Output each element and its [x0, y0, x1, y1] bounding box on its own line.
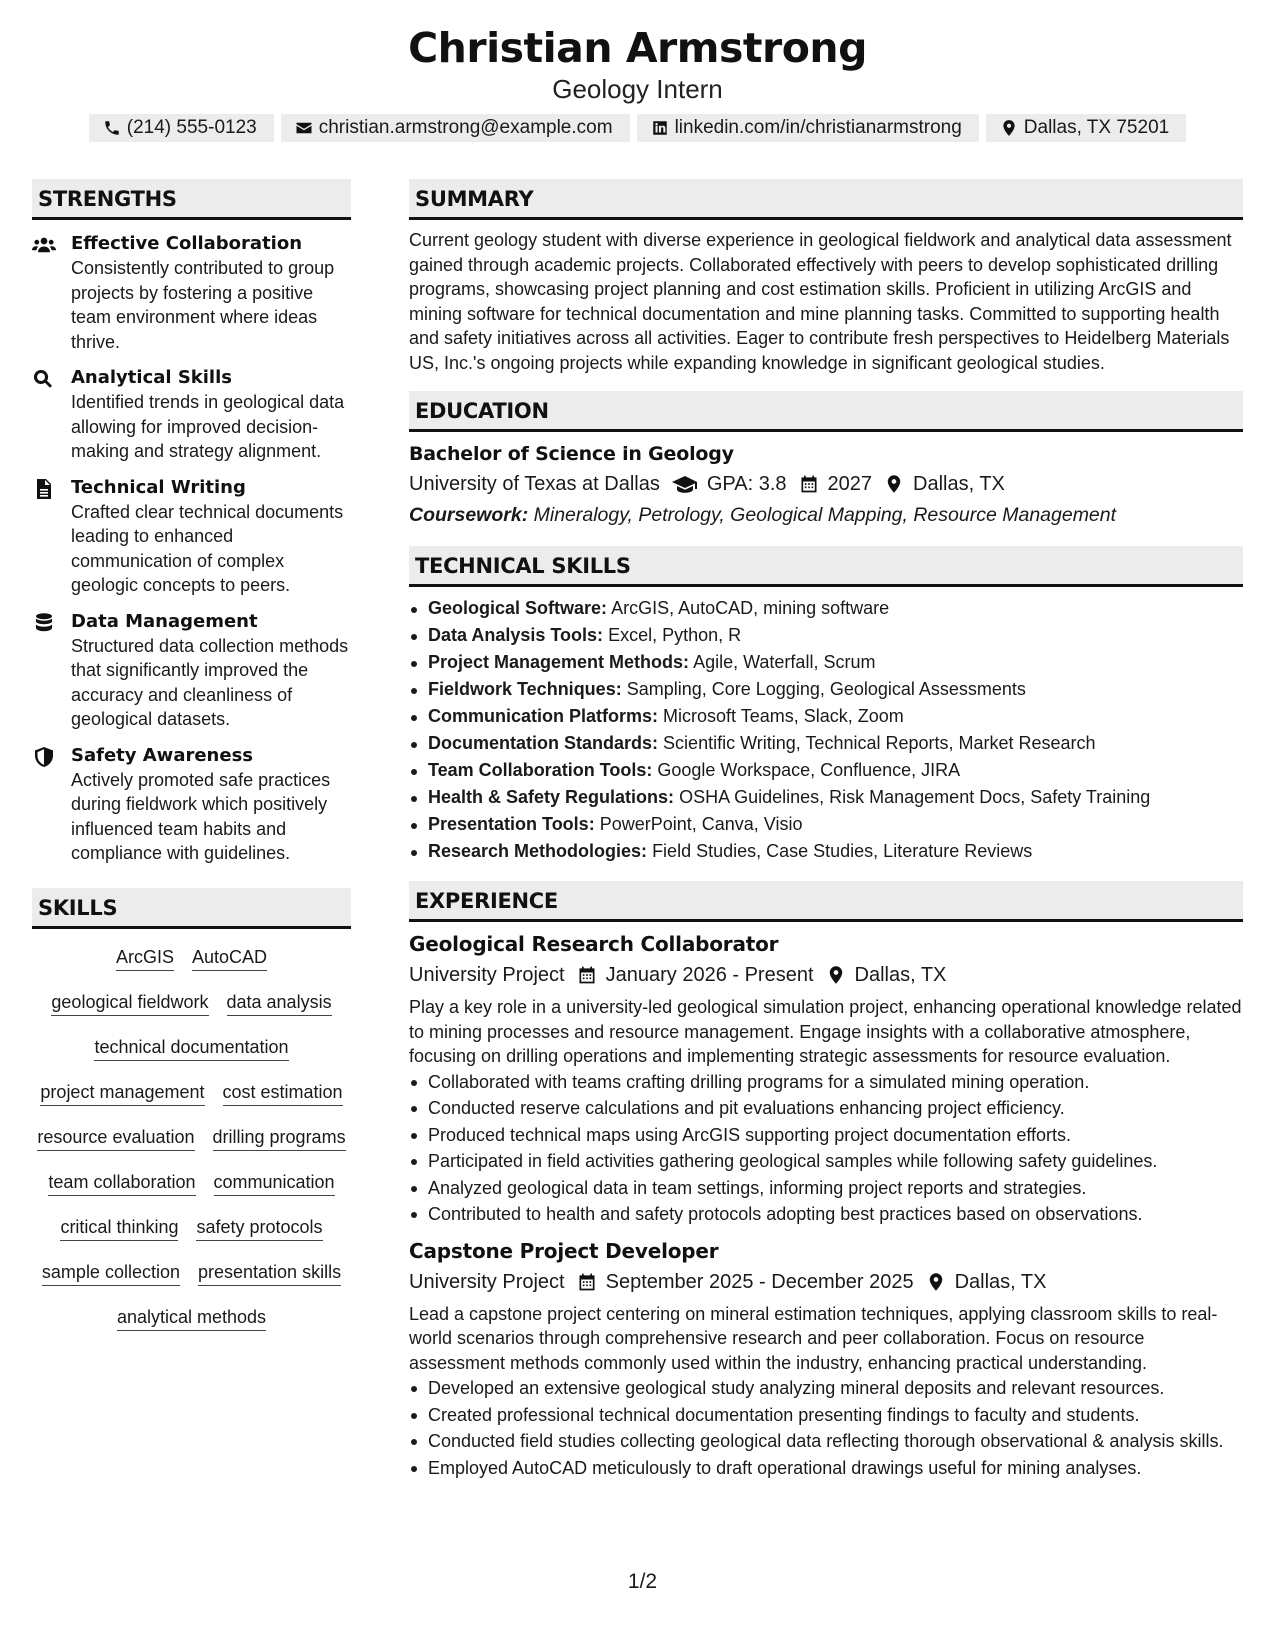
strength-desc: Structured data collection methods that significantly improved the accuracy and cleanliness of geological datasets.: [71, 635, 349, 729]
list-item: Research Methodologies: Field Studies, Case Studies, Literature Reviews: [409, 838, 1243, 865]
list-item: Data Analysis Tools: Excel, Python, R: [409, 622, 1243, 649]
strength-desc: Actively promoted safe practices during fieldwork which positively influenced team habits and compliance with guidelines.: [71, 769, 331, 863]
skill-tag: sample collection: [42, 1260, 180, 1286]
job-title: Geological Research Collaborator: [409, 932, 779, 956]
strength-desc: Identified trends in geological data allowing for improved decision-making and strategy alignment.: [71, 392, 345, 461]
contact-phone-text: (214) 555-0123: [126, 117, 257, 138]
contact-location-text: Dallas, TX 75201: [1023, 117, 1170, 138]
job-org: University Project: [409, 1270, 565, 1293]
contact-linkedin[interactable]: [637, 114, 979, 142]
job-dates: January 2026 - Present: [605, 964, 814, 986]
strength-item: [32, 232, 351, 354]
contact-linkedin-text: linkedin.com/in/christianarmstrong: [674, 117, 962, 138]
job-meta: [409, 960, 1243, 990]
technical-skills-list: [409, 595, 1243, 865]
candidate-name: Christian Armstrong: [408, 24, 867, 72]
job-description: Lead a capstone project centering on mineral estimation techniques, applying classroom skills to real-world scenarios through comprehensive research and peer collaboration. Focus on resource assessment methods commonly used within the industry, enhancing practical understanding.: [409, 1303, 1218, 1373]
job-org: University Project: [409, 964, 565, 986]
list-item: Analyzed geological data in team settings, informing project reports and strategies.: [409, 1175, 1243, 1202]
coursework-label: Coursework:: [409, 504, 529, 526]
job-entry: [409, 930, 1243, 1228]
strength-title: Effective Collaboration: [71, 233, 303, 254]
skill-tag: resource evaluation: [37, 1125, 194, 1151]
skill-tag: project management: [40, 1080, 204, 1106]
list-item: Participated in field activities gathering geological samples while following safety guidelines.: [409, 1148, 1243, 1175]
strength-item: [32, 366, 351, 464]
list-item: Created professional technical documentation presenting findings to faculty and students.: [409, 1402, 1243, 1429]
strengths-heading: STRENGTHS: [32, 179, 351, 220]
skill-tag: critical thinking: [60, 1215, 178, 1241]
strength-desc: Crafted clear technical documents leading to enhanced communication of complex geologic concepts to peers.: [71, 501, 344, 595]
job-dates: September 2025 - December 2025: [605, 1270, 914, 1293]
skills-list: [32, 945, 351, 1331]
list-item: Produced technical maps using ArcGIS supporting project documentation efforts.: [409, 1122, 1243, 1149]
strength-item: [32, 744, 351, 866]
skills-heading: SKILLS: [32, 888, 351, 929]
education-meta: [409, 469, 1243, 499]
job-meta: [409, 1267, 1243, 1297]
list-item: Fieldwork Techniques: Sampling, Core Logging, Geological Assessments: [409, 676, 1243, 703]
list-item: Conducted reserve calculations and pit evaluations enhancing project efficiency.: [409, 1095, 1243, 1122]
strength-item: [32, 476, 351, 598]
job-bullets: [409, 1069, 1243, 1228]
map-pin-icon: [826, 965, 846, 985]
resume-header: [0, 22, 1275, 142]
list-item: Team Collaboration Tools: Google Workspace, Confluence, JIRA: [409, 757, 1243, 784]
list-item: Developed an extensive geological study analyzing mineral deposits and relevant resources.: [409, 1375, 1243, 1402]
strength-title: Technical Writing: [71, 476, 246, 498]
shield-icon: [32, 747, 56, 767]
coursework-list: Mineralogy, Petrology, Geological Mapping, Resource Management: [533, 504, 1117, 526]
skill-tag: drilling programs: [213, 1125, 346, 1151]
phone-icon: [103, 119, 121, 137]
skill-tag: data analysis: [227, 990, 332, 1016]
contact-email[interactable]: [281, 114, 630, 142]
strength-desc: Consistently contributed to group projects by fostering a positive team environment where ideas thrive.: [71, 258, 335, 352]
map-pin-icon: [884, 474, 904, 494]
job-location: Dallas, TX: [854, 964, 947, 986]
skill-tag: presentation skills: [198, 1260, 341, 1286]
skill-tag: analytical methods: [117, 1305, 266, 1331]
list-item: Employed AutoCAD meticulously to draft operational drawings useful for mining analyses.: [409, 1455, 1243, 1482]
list-item: Communication Platforms: Microsoft Teams, Slack, Zoom: [409, 703, 1243, 730]
envelope-icon: [295, 119, 313, 137]
document-icon: [32, 479, 56, 499]
map-pin-icon: [926, 1272, 946, 1292]
job-description: Play a key role in a university-led geological simulation project, enhancing operational knowledge related to mining processes and resource management. Engage insights with a collaborative atmosphere, focusing on drilling operations and implementing strategic assessments for resource evaluation.: [409, 997, 1242, 1066]
list-item: Presentation Tools: PowerPoint, Canva, Visio: [409, 811, 1243, 838]
calendar-icon: [799, 474, 819, 494]
list-item: Contributed to health and safety protocols adopting best practices based on observations.: [409, 1201, 1243, 1228]
job-entry: [409, 1237, 1243, 1482]
right-column: [409, 179, 1243, 1481]
candidate-role: Geology Intern: [552, 74, 723, 104]
skill-tag: AutoCAD: [192, 945, 267, 971]
skill-tag: safety protocols: [196, 1215, 322, 1241]
skill-tag: geological fieldwork: [51, 990, 208, 1016]
education-degree: Bachelor of Science in Geology: [409, 443, 734, 465]
education-gpa: GPA: 3.8: [706, 473, 787, 495]
magnifier-icon: [32, 369, 56, 389]
contact-location: [986, 114, 1186, 142]
skill-tag: communication: [214, 1170, 335, 1196]
skill-tag: cost estimation: [223, 1080, 343, 1106]
list-item: Health & Safety Regulations: OSHA Guidelines, Risk Management Docs, Safety Training: [409, 784, 1243, 811]
strength-title: Safety Awareness: [71, 744, 253, 766]
left-column: [32, 179, 351, 1331]
linkedin-icon: [651, 119, 669, 137]
strength-title: Analytical Skills: [71, 367, 232, 388]
users-icon: [32, 235, 56, 255]
database-icon: [32, 613, 56, 633]
job-title: Capstone Project Developer: [409, 1238, 719, 1263]
strength-title: Data Management: [71, 610, 258, 632]
page-number: 1/2: [627, 1570, 658, 1593]
education-heading: EDUCATION: [409, 391, 1243, 432]
experience-heading: EXPERIENCE: [409, 881, 1243, 922]
skill-tag: team collaboration: [48, 1170, 195, 1196]
technical-skills-heading: TECHNICAL SKILLS: [409, 546, 1243, 587]
skill-tag: ArcGIS: [116, 945, 174, 971]
education-school: University of Texas at Dallas: [409, 473, 660, 495]
summary-text: Current geology student with diverse experience in geological fieldwork and analytical data assessment gained through academic projects. Collaborated effectively with peers to develop sophisticated drilling programs, showcasing project planning and cost estimation skills. Proficient in utilizing ArcGIS and mining software for technical documentation and mine planning tasks. Committed to supporting health and safety initiatives across all activities. Eager to contribute fresh perspectives to Heidelberg Materials US, Inc.'s ongoing projects while expanding knowledge in significant geological studies.: [409, 230, 1232, 373]
job-bullets: [409, 1375, 1243, 1481]
contact-phone[interactable]: [89, 114, 274, 142]
list-item: Geological Software: ArcGIS, AutoCAD, mining software: [409, 595, 1243, 622]
list-item: Project Management Methods: Agile, Waterfall, Scrum: [409, 649, 1243, 676]
education-location: Dallas, TX: [913, 473, 1005, 495]
contact-bar: [0, 114, 1275, 142]
list-item: Conducted field studies collecting geological data reflecting thorough observational & analysis skills.: [409, 1428, 1243, 1455]
summary-heading: SUMMARY: [409, 179, 1243, 220]
map-pin-icon: [1000, 119, 1018, 137]
calendar-icon: [577, 1272, 597, 1292]
contact-email-text: christian.armstrong@example.com: [318, 117, 613, 138]
strength-item: [32, 610, 351, 732]
education-year: 2027: [827, 473, 873, 495]
graduation-cap-icon: [672, 474, 698, 494]
skill-tag: technical documentation: [94, 1035, 288, 1061]
list-item: Documentation Standards: Scientific Writing, Technical Reports, Market Research: [409, 730, 1243, 757]
education-coursework: [409, 501, 1243, 529]
calendar-icon: [577, 965, 597, 985]
list-item: Collaborated with teams crafting drilling programs for a simulated mining operation.: [409, 1069, 1243, 1096]
job-location: Dallas, TX: [954, 1270, 1047, 1293]
